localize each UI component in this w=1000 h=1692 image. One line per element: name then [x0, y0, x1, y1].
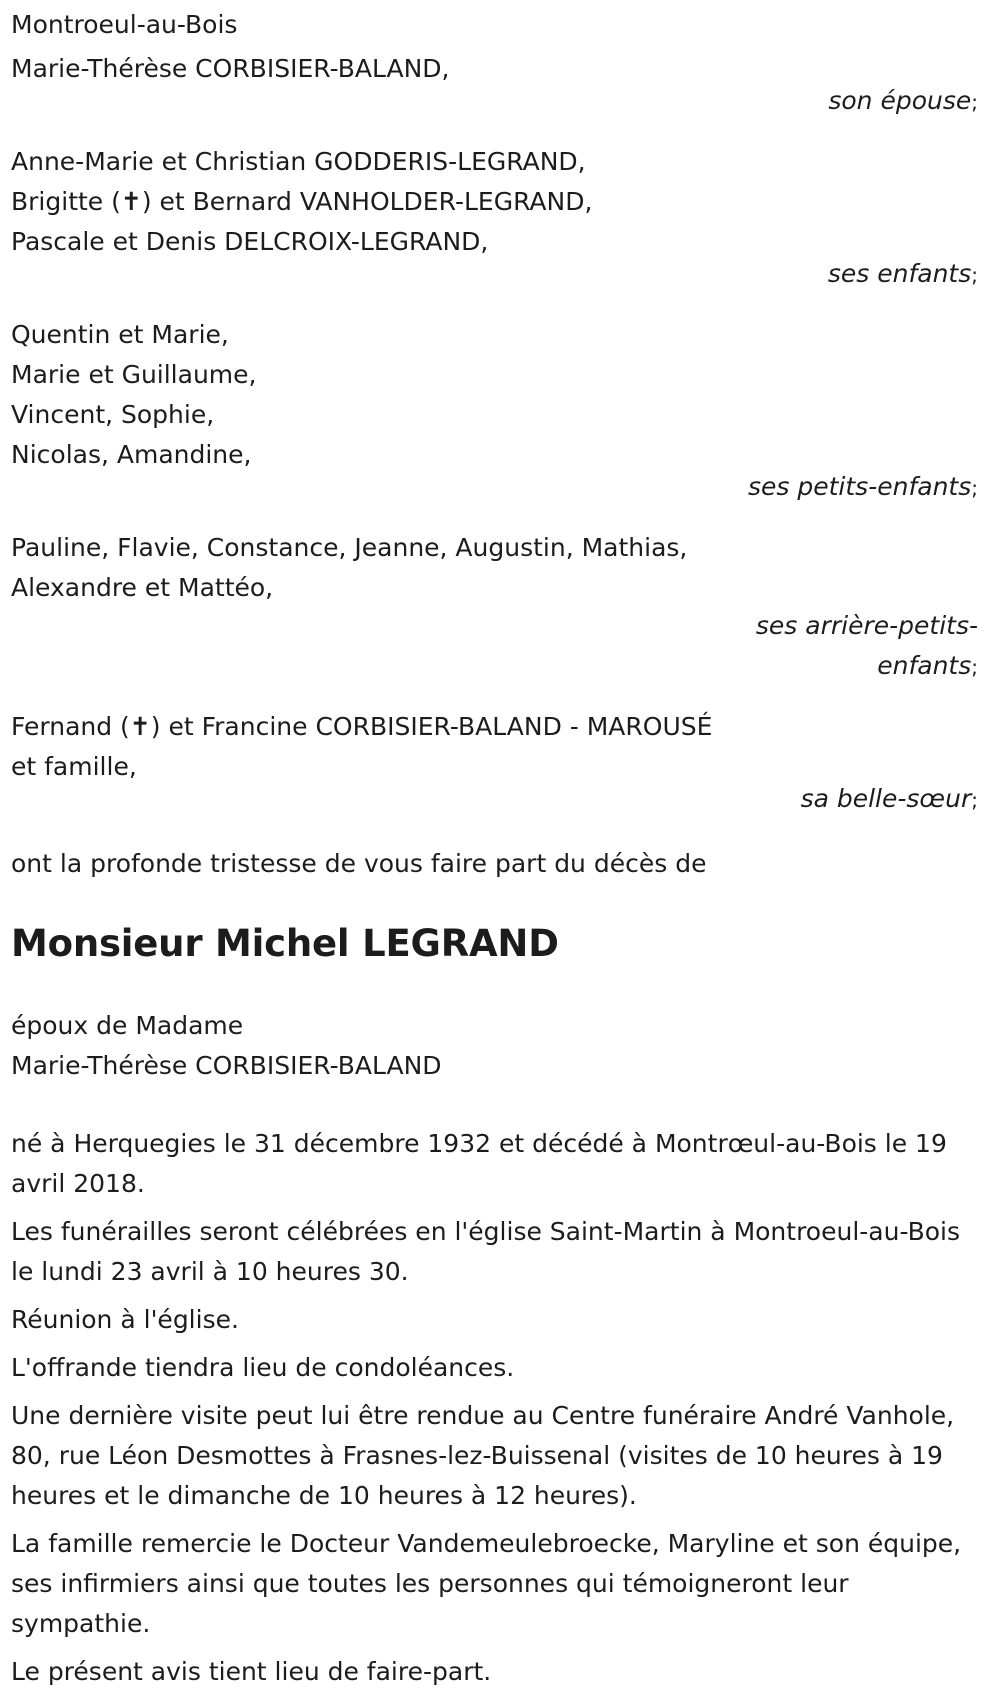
family-line: Nicolas, Amandine,: [11, 440, 252, 469]
family-group-sister-in-law: [11, 707, 980, 820]
role-label: enfants: [877, 651, 972, 680]
family-line: Brigitte (✝) et Bernard VANHOLDER-LEGRAND,: [11, 187, 593, 216]
deceased-name: Monsieur Michel LEGRAND: [11, 922, 559, 965]
family-line: Quentin et Marie,: [11, 320, 229, 349]
role-label: son épouse: [828, 86, 972, 115]
family-line: Marie et Guillaume,: [11, 360, 257, 389]
birth-death-paragraph: né à Herquegies le 31 décembre 1932 et décédé à Montrœul-au-Bois le 19 avril 2018.: [11, 1129, 947, 1198]
role-separator: ;: [971, 476, 978, 500]
family-line: Pascale et Denis DELCROIX-LEGRAND,: [11, 227, 489, 256]
thanks-paragraph: La famille remercie le Docteur Vandemeulebroecke, Maryline et son équipe, ses infirmiers ainsi que toutes les personnes qui témoigneront leur sympathie.: [11, 1529, 962, 1638]
visit-paragraph: Une dernière visite peut lui être rendue au Centre funéraire André Vanhole, 80, rue Léon Desmottes à Frasnes-lez-Buissenal (visites de 10 heures à 19 heures et le dimanche de 10 heures à 12 heures).: [11, 1401, 955, 1510]
family-group-spouse: [11, 49, 980, 122]
family-line: Pauline, Flavie, Constance, Jeanne, Augustin, Mathias,: [11, 533, 688, 562]
notice-paragraph: Le présent avis tient lieu de faire-part.: [11, 1657, 492, 1686]
spouse-line: Marie-Thérèse CORBISIER-BALAND: [11, 1051, 442, 1080]
role-label: sa belle-sœur: [800, 784, 972, 813]
role-separator: ;: [971, 263, 978, 287]
family-group-children: [11, 142, 980, 295]
family-role: [11, 606, 980, 646]
role-label: ses petits-enfants: [748, 472, 972, 501]
offering-paragraph: L'offrande tiendra lieu de condoléances.: [11, 1353, 515, 1382]
family-group-great-grandchildren: [11, 528, 980, 687]
location: Montroeul-au-Bois: [11, 10, 238, 39]
family-line: Fernand (✝) et Francine CORBISIER-BALAND - MAROUSÉ: [11, 712, 713, 741]
announcement-intro: ont la profonde tristesse de vous faire part du décès de: [11, 849, 707, 878]
family-line: Alexandre et Mattéo,: [11, 573, 274, 602]
gathering-paragraph: Réunion à l'église.: [11, 1305, 239, 1334]
details-section: [11, 1124, 980, 1692]
spouse-line: époux de Madame: [11, 1011, 244, 1040]
role-separator: ;: [971, 90, 978, 114]
family-line: Marie-Thérèse CORBISIER-BALAND,: [11, 54, 450, 83]
role-separator: ;: [971, 655, 978, 679]
spouse-reference: [11, 1006, 980, 1086]
family-group-grandchildren: [11, 315, 980, 508]
family-line: Vincent, Sophie,: [11, 400, 215, 429]
role-separator: ;: [971, 788, 978, 812]
role-label: ses arrière-petits-: [755, 611, 978, 640]
family-role: [11, 779, 980, 820]
family-role: [11, 646, 980, 687]
family-line: et famille,: [11, 752, 137, 781]
funeral-paragraph: Les funérailles seront célébrées en l'église Saint-Martin à Montroeul-au-Bois le lundi 23 avril à 10 heures 30.: [11, 1217, 961, 1286]
role-label: ses enfants: [827, 259, 972, 288]
family-line: Anne-Marie et Christian GODDERIS-LEGRAND,: [11, 147, 586, 176]
